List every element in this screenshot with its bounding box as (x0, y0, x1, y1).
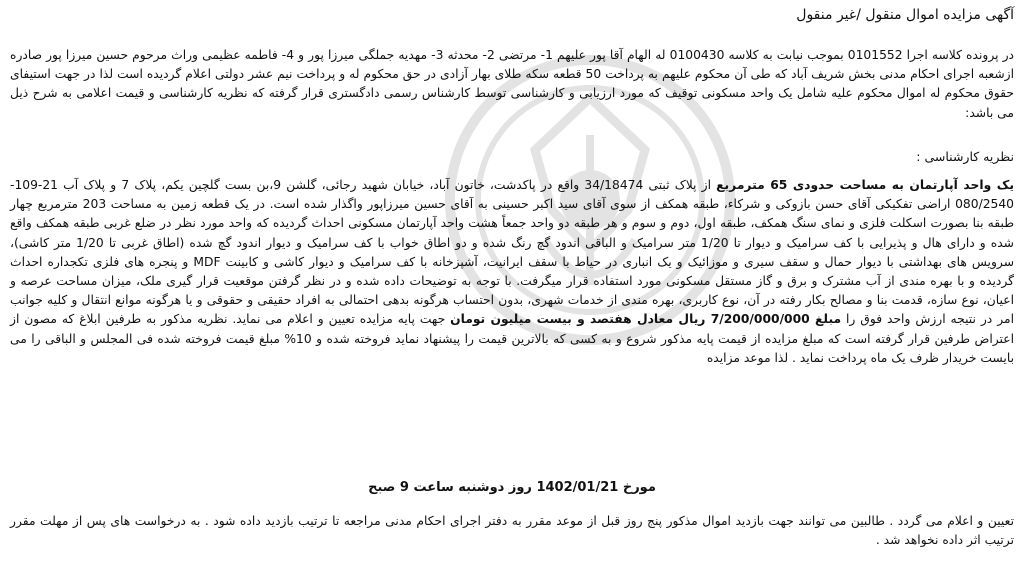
notice-title: آگهی مزایده اموال منقول /غیر منقول (796, 7, 1014, 23)
visit-instructions-paragraph: تعیین و اعلام می گردد . طالبین می توانند جهت بازدید اموال مذکور پنج روز قبل از موعد مقرر به دفتر اجرای احکام مدنی مراجعه تا ترتیب بازدید داده شود . به درخواست های پس از مهلت مقرر ترتیب اثر داده نخواهد شد . (10, 514, 1014, 548)
expert-opinion-heading: نظریه کارشناسی : (916, 149, 1014, 164)
auction-date: مورخ 1402/01/21 روز دوشنبه ساعت 9 صبح (368, 480, 656, 495)
base-price-amount: مبلغ 7/200/000/000 ریال معادل هفتصد و بیست میلیون تومان (450, 312, 842, 327)
expert-opinion-paragraph (10, 176, 1014, 368)
auction-terms-text: جهت پایه مزایده تعیین و اعلام می نماید. نظریه مذکور به طرفین ابلاغ که مصون از اعتراض طرفین قرار گرفته است که مبلغ مزایده از قیمت پایه مذکور شروع و به کسی که بالاترین قیمت را پیشنهاد نماید فروخته شده و 10% مبلغ قیمت فروخته شده فی المجلس و الباقی را می بایست خریدار ظرف یک ماه پرداخت نماید . لذا موعد مزایده (10, 312, 1014, 365)
property-description-text: از پلاک ثبتی 34/18474 واقع در پاکدشت، خاتون آباد، خیابان شهید رجائی، گلشن 9،بن بست گلچین یکم، پلاک 7 و پلاک آب 21-109-080/2540 اراضی تفکیکی آقای حسن بازوکی و شرکاء، طبقه همکف از سوی آقای سید اکبر حسینی به آقای حسین میرزاپور واگذار شده است. در یک قطعه زمین به مساحت 203 مترمربع چهار طبقه بنا بصورت اسکلت فلزی و نمای سنگ همکف، طبقه اول، دوم و سوم و هر طبقه دو واحد جمعاً هشت واحد آپارتمان مسکونی احداث گردیده که واحد مورد نظر در ضلع غربی طبقه همکف واقع شده و دارای هال و پذیرایی با کف سرامیک و دیوار تا 1/20 متر سرامیک و الباقی اندود گچ رنگ شده و دو اطاق خواب با کف سرامیک و دیوار اندود گچ شده (اطاق غربی تا 1/20 متر کاشی)، سرویس های بهداشتی با دیوار حمال و سقف سیری و موزائیک و یک انباری در حیاط با سقف ایرانیت، آشپزخانه با کف سرامیک و دیوار کاشی و کابینت MDF و پنجره های فلزی تکجداره احداث گردیده و با بهره مندی از آب مشترک و برق و گاز مستقل مسکونی مورد استفاده قرار میگرفت. با توجه به توضیحات داده شده و در نظر گرفتن موقعیت قرار گیری ملک، میزان مساحت عرصه و اعیان، نوع سازه، قدمت بنا و مصالح بکار رفته در آن، نوع کاربری، بهره مندی از خدمات شهری، بدون احتساب هرگونه بدهی احتمالی به افراد حقیقی و حقوقی و یا هرگونه موانع انتقال و کلیه جوانب امر در نتیجه ارزش واحد فوق را (10, 178, 1015, 327)
notice-intro-paragraph: در پرونده کلاسه اجرا 0101552 بموجب نیابت به کلاسه 0100430 له الهام آقا پور علیهم 1- مرتضی 2- محدثه 3- مهدیه جملگی میرزا پور و 4- فاطمه عظیمی وراث مرحوم حسین میرزا پور صادره ازشعبه اجرای احکام مدنی بخش شریف آباد که طی آن محکوم علیهم به پرداخت 50 قطعه سکه طلای بهار آزادی در حق محکوم له و پرداخت نیم عشر دولتی اعلام گردیده است لذا در جهت استیفای حقوق محکوم له اموال محکوم علیه شامل یک واحد مسکونی توقیف که مورد ارزیابی و کارشناسی توسط کارشناس رسمی دادگستری قرار گرفته که نظریه کارشناسی و قیمت اعلامی به شرح ذیل می باشد: (10, 48, 1015, 120)
property-area-text: یک واحد آپارتمان به مساحت حدودی 65 مترمربع (716, 178, 1014, 192)
